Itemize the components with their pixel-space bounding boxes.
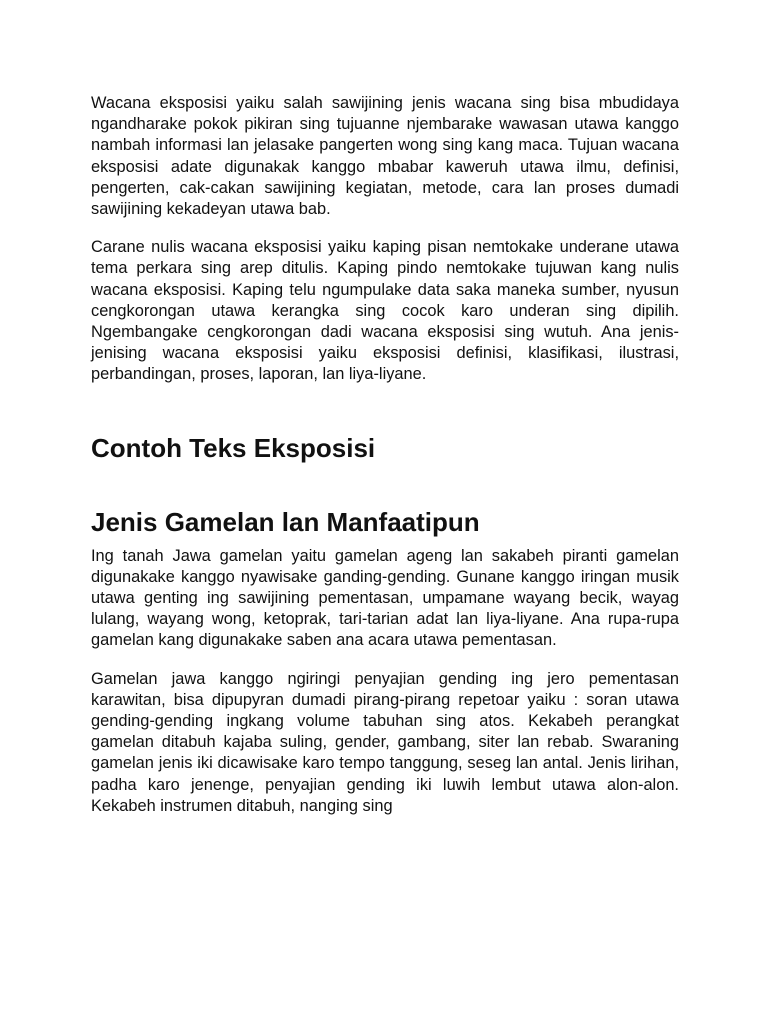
intro-paragraph-2: Carane nulis wacana eksposisi yaiku kaping pisan nemtokake underane utawa tema perkara sing arep ditulis. Kaping pindo nemtokake tujuwan kang nulis wacana eksposisi. Kaping telu ngumpulake data saka maneka sumber, nyusun cengkorongan utawa kerangka sing cocok karo underan sing dipilih. Ngembangake cengkorongan dadi wacana eksposisi sing wutuh. Ana jenis-jenising wacana eksposisi yaiku eksposisi definisi, klasifikasi, ilustrasi, perbandingan, proses, laporan, lan liya-liyane.: [91, 238, 679, 384]
section-title: Contoh Teks Eksposisi: [91, 432, 376, 463]
document-page: [91, 93, 679, 834]
intro-paragraph-1: Wacana eksposisi yaiku salah sawijining jenis wacana sing bisa mbudidaya ngandharake pokok pikiran sing tujuanne njembarake wawasan utawa kanggo nambah informasi lan jelasake pangerten wong sing kang maca. Tujuan wacana eksposisi adate digunakak kanggo mbabar kaweruh utawa ilmu, definisi, pengerten, cak-cakan sawijining kegiatan, metode, cara lan proses dumadi sawijining kekadeyan utawa bab.: [91, 94, 679, 219]
example-paragraph-2: Gamelan jawa kanggo ngiringi penyajian gending ing jero pementasan karawitan, bisa dipupyran dumadi pirang-pirang repetoar yaiku : soran utawa gending-gending ingkang volume tabuhan sing atos. Kekabeh perangkat gamelan ditabuh kajaba suling, gender, gambang, siter lan rebab. Swaraning gamelan jenis iki dicawisake karo tempo tanggung, seseg lan antal. Jenis lirihan, padha karo jenenge, penyajian gending iki luwih lembut utawa alon-alon. Kekabeh instrumen ditabuh, nanging sing: [91, 669, 679, 815]
example-paragraph-1: Ing tanah Jawa gamelan yaitu gamelan ageng lan sakabeh piranti gamelan digunakake kanggo nyawisake ganding-gending. Gunane kanggo iringan musik utawa genting ing sawijining pementasan, umpamane wayang becik, wayag lulang, wayang wong, ketoprak, tari-tarian adat lan liya-liyane. Ana rupa-rupa gamelan kang digunakake saben ana acara utawa pementasan.: [91, 546, 679, 650]
example-title: Jenis Gamelan lan Manfaatipun: [91, 506, 480, 537]
